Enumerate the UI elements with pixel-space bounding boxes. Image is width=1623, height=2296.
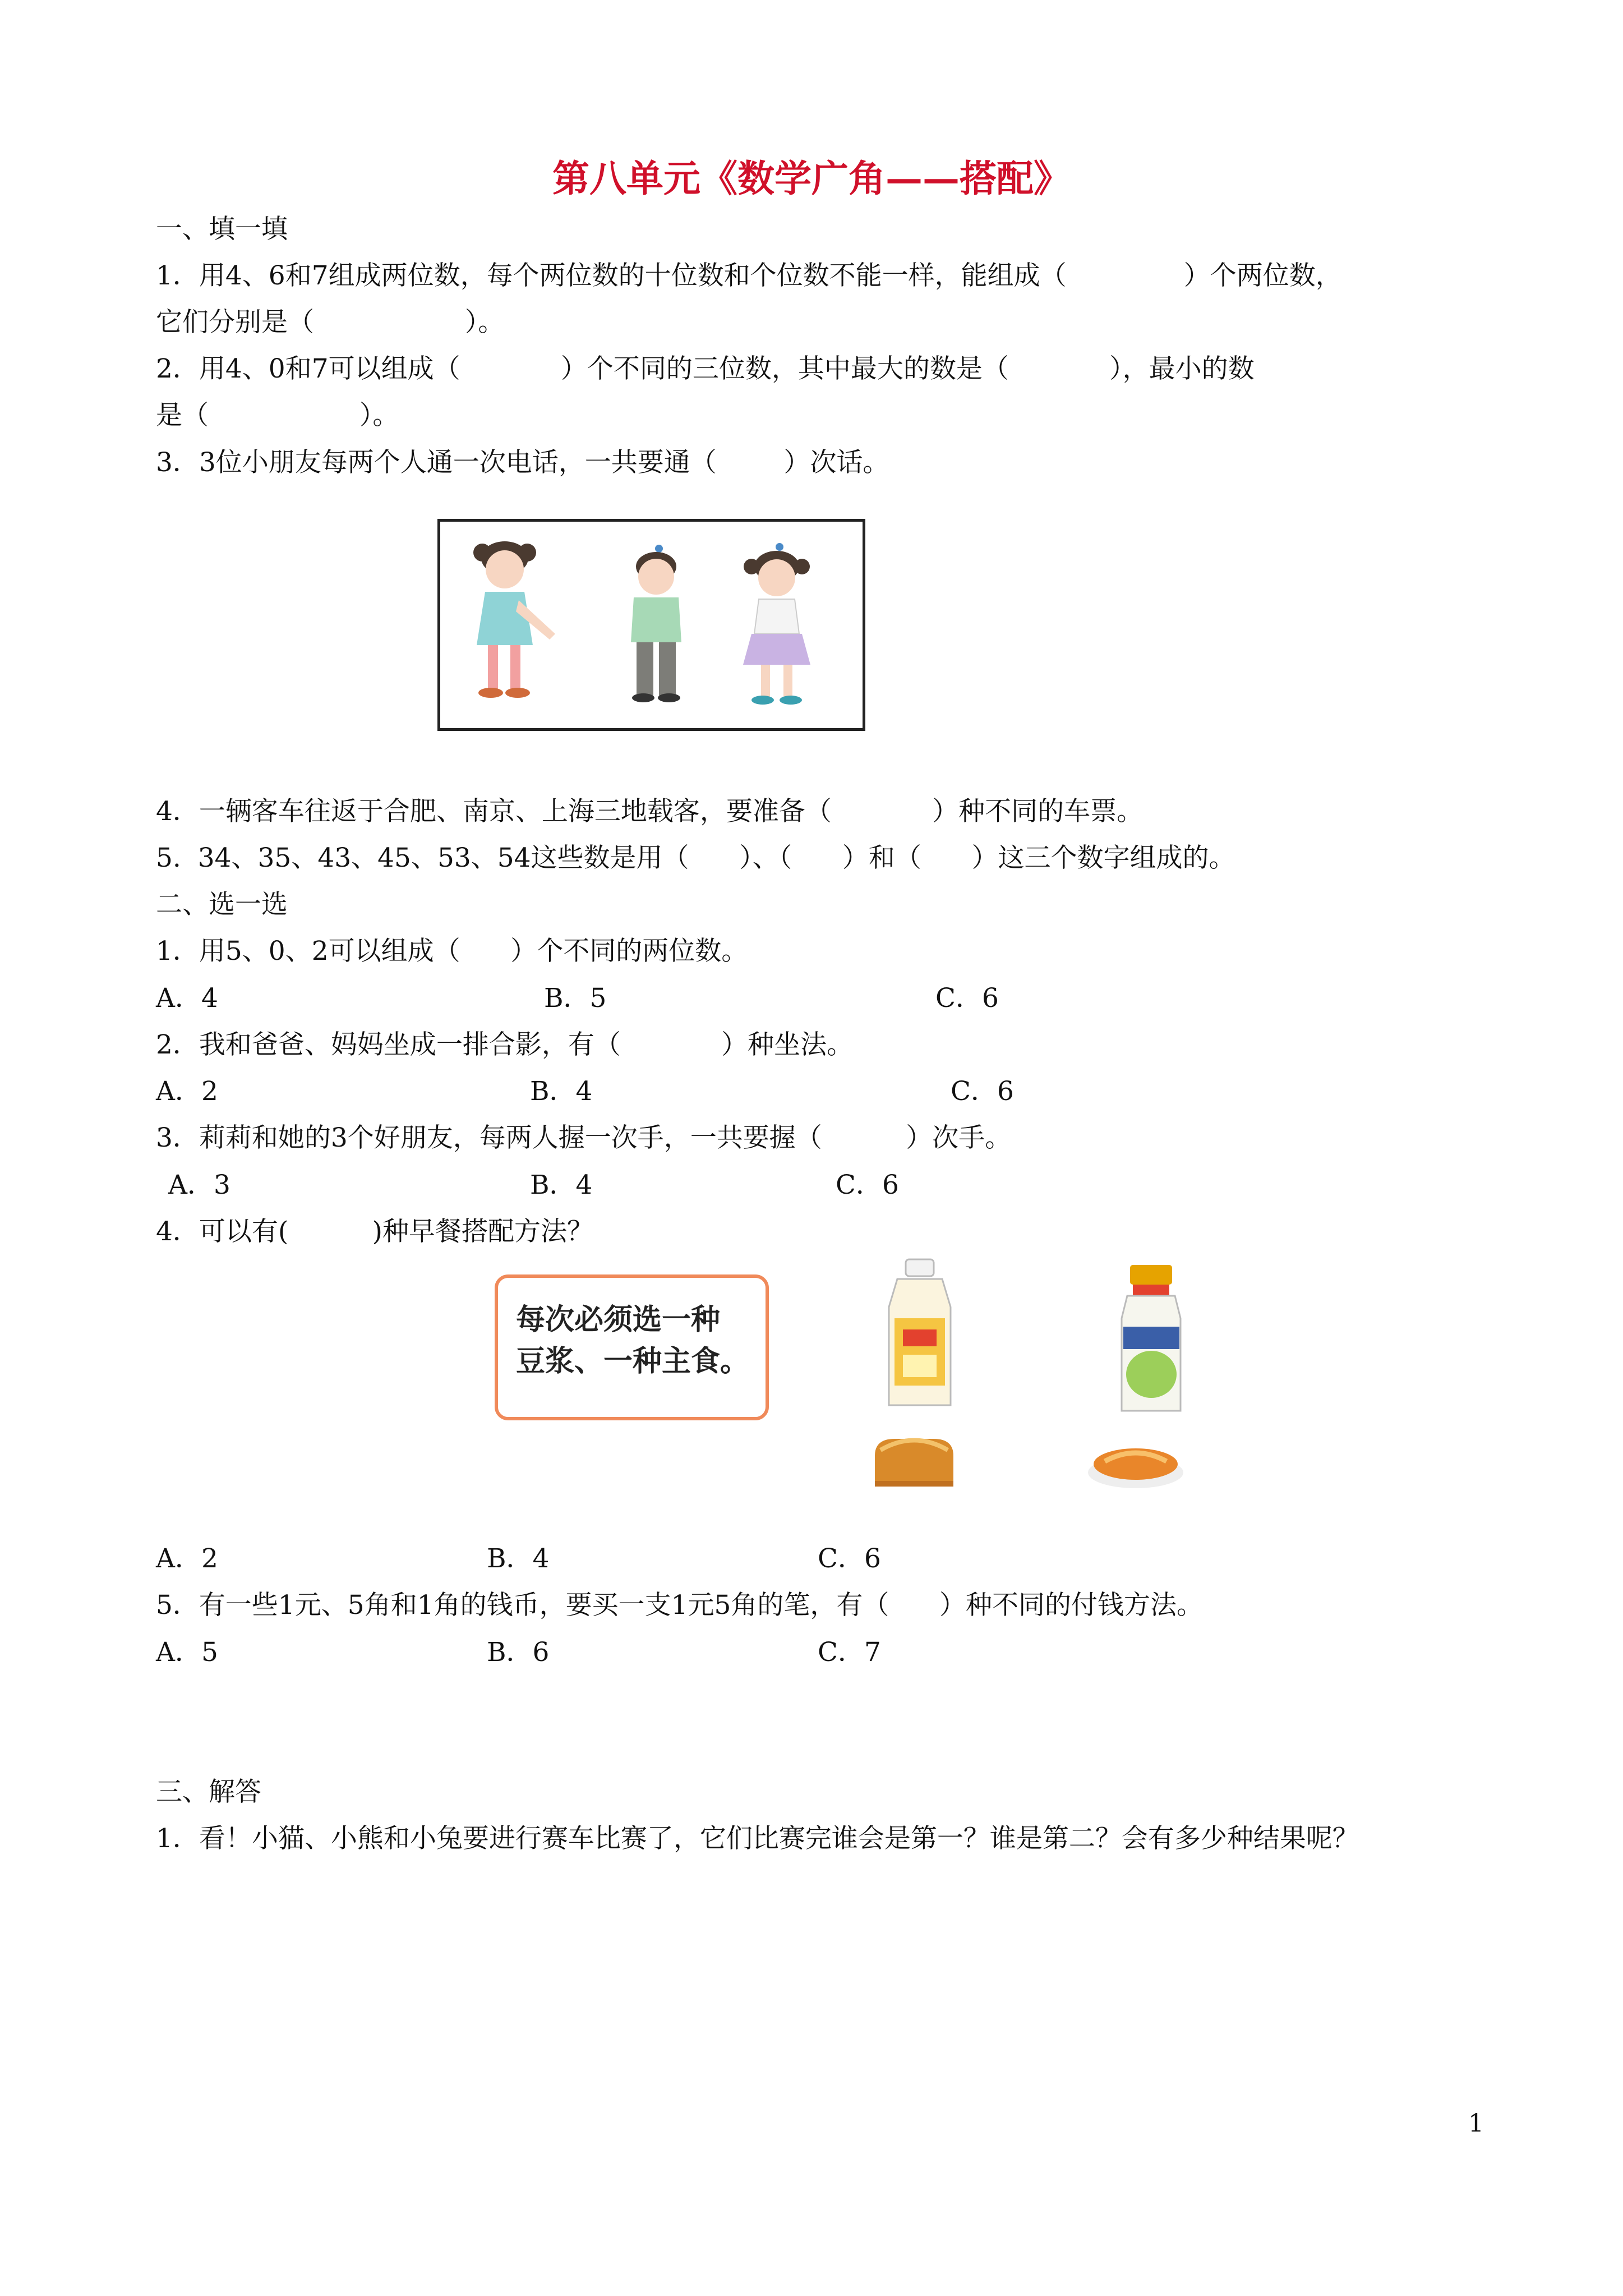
section-heading-answer: 三、解答 [156, 1777, 261, 1807]
fill-q2-line2: 是（ ）。 [156, 400, 399, 431]
page-number: 1 [1468, 2109, 1484, 2138]
breakfast-rule-note [495, 1274, 769, 1420]
page-title: 第八单元《数学广角——搭配》 [552, 157, 1071, 200]
bread-loaf-image [866, 1433, 962, 1495]
choice-q5-option-a: A．5 [156, 1637, 218, 1668]
answer-q1: 1．看！小猫、小熊和小兔要进行赛车比赛了，它们比赛完谁会是第一？谁是第二？会有多少种结果呢？ [156, 1823, 1359, 1854]
choice-q5-option-c: C．7 [818, 1637, 881, 1668]
choice-q4-option-a: A．2 [156, 1543, 218, 1574]
section-heading-fill: 一、填一填 [156, 214, 288, 245]
boy-figure-middle [631, 545, 681, 702]
fill-q2-line1: 2．用4、0和7可以组成（ ）个不同的三位数，其中最大的数是（ ），最小的数 [156, 353, 1255, 384]
choice-q1-option-a: A．4 [156, 983, 218, 1014]
choice-q2-option-b: B．4 [530, 1076, 593, 1107]
girl-figure-left [473, 541, 555, 698]
choice-q1-option-b: B．5 [544, 983, 607, 1014]
fill-q5: 5. 34、35、43、45、53、54这些数是用（ ）、（ ）和（ ）这三个数字组成的。 [156, 843, 1235, 873]
choice-q5: 5．有一些1元、5角和1角的钱币，要买一支1元5角的笔，有（ ）种不同的付钱方法。 [156, 1590, 1204, 1621]
choice-q3-option-a: A．3 [168, 1170, 230, 1200]
choice-q4: 4．可以有( )种早餐搭配方法？ [156, 1216, 593, 1247]
note-line-2: 豆浆、一种主食。 [516, 1345, 750, 1378]
soymilk-bottle-2-image [1113, 1262, 1189, 1419]
children-illustration [437, 519, 865, 731]
bread-roll-image [1082, 1433, 1189, 1495]
fill-q1-line1: 1．用4、6和7组成两位数，每个两位数的十位数和个位数不能一样，能组成（ ）个两位数， [156, 260, 1342, 291]
choice-q3-option-b: B．4 [530, 1170, 593, 1200]
choice-q2: 2．我和爸爸、妈妈坐成一排合影，有（ ）种坐法。 [156, 1029, 854, 1060]
note-line-1: 每次必须选一种 [516, 1303, 721, 1337]
choice-q2-option-a: A．2 [156, 1076, 218, 1107]
section-heading-choice: 二、选一选 [156, 889, 288, 920]
soymilk-bottle-1-image [875, 1257, 965, 1419]
choice-q5-option-b: B．6 [487, 1637, 550, 1668]
choice-q3-option-c: C．6 [836, 1170, 899, 1200]
girl-figure-right [743, 543, 810, 705]
fill-q4: 4．一辆客车往返于合肥、南京、上海三地载客，要准备（ ）种不同的车票。 [156, 796, 1144, 827]
choice-q4-option-c: C．6 [818, 1543, 881, 1574]
choice-q3: 3．莉莉和她的3个好朋友，每两人握一次手，一共要握（ ）次手。 [156, 1122, 1012, 1153]
choice-q1-option-c: C．6 [935, 983, 999, 1014]
fill-q1-line2: 它们分别是（ ）。 [156, 307, 505, 338]
choice-q2-option-c: C．6 [951, 1076, 1014, 1107]
choice-q4-option-b: B．4 [487, 1543, 550, 1574]
choice-q1: 1．用5、0、2可以组成（ ）个不同的两位数。 [156, 936, 748, 967]
fill-q3: 3．3位小朋友每两个人通一次电话，一共要通（ ）次话。 [156, 447, 889, 478]
